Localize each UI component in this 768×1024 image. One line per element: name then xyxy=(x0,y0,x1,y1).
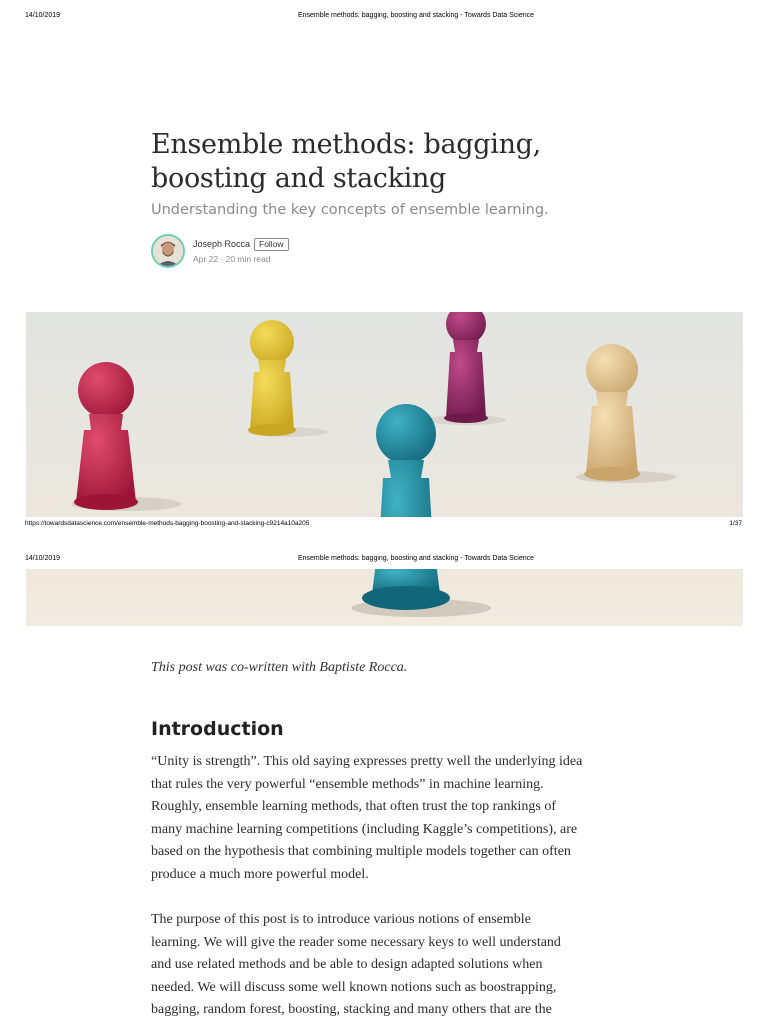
print-url: https://towardsdatascience.com/ensemble-methods-bagging-boosting-and-stacking-c9214a10a205 xyxy=(25,520,310,527)
paragraph-line: many machine learning competitions (including Kaggle’s competitions), are xyxy=(151,821,578,837)
paragraph-line: learning. We will give the reader some necessary keys to well understand xyxy=(151,934,561,950)
author-avatar[interactable] xyxy=(151,234,185,268)
coauthor-note xyxy=(151,660,407,676)
author-name-link[interactable]: Joseph Rocca xyxy=(193,239,251,249)
hero-image-continued xyxy=(26,569,743,626)
print-page-number: 1/37 xyxy=(729,520,742,527)
avatar-portrait-icon xyxy=(153,236,183,266)
section-heading-introduction: Introduction xyxy=(151,718,284,740)
paragraph-line: that rules the very powerful “ensemble methods” in machine learning. xyxy=(151,776,544,792)
paragraph-line: produce a much more powerful model. xyxy=(151,866,369,882)
pawns-photo-icon xyxy=(26,312,743,517)
paragraph-line: “Unity is strength”. This old saying expresses pretty well the underlying idea xyxy=(151,754,583,769)
coauthor-suffix: . xyxy=(403,660,408,675)
hero-image xyxy=(26,312,743,517)
print-title: Ensemble methods: bagging, boosting and stacking - Towards Data Science xyxy=(297,555,535,562)
article-subtitle: Understanding the key concepts of ensemble learning. xyxy=(151,202,549,218)
pawns-photo-continued-icon xyxy=(26,569,743,626)
paragraph-intro xyxy=(151,751,621,887)
paragraph-purpose xyxy=(151,909,621,1022)
author-byline xyxy=(151,234,451,274)
print-title: Ensemble methods: bagging, boosting and stacking - Towards Data Science xyxy=(297,12,535,19)
paragraph-line: bagging, random forest, boosting, stacking and many others that are the xyxy=(151,1002,552,1018)
follow-button[interactable]: Follow xyxy=(254,238,289,251)
paragraph-line: The purpose of this post is to introduce various notions of ensemble xyxy=(151,912,531,927)
coauthor-prefix: This post was co-written with xyxy=(151,660,320,675)
paragraph-line: Roughly, ensemble learning methods, that often trust the top rankings of xyxy=(151,799,557,815)
paragraph-line: and use related methods and be able to design adapted solutions when xyxy=(151,957,543,973)
article-title: Ensemble methods: bagging, boosting and stacking xyxy=(151,129,541,194)
print-date: 14/10/2019 xyxy=(25,12,61,19)
paragraph-line: needed. We will discuss some well known notions such as boostrapping, xyxy=(151,979,557,995)
post-meta: Apr 22 · 20 min read xyxy=(193,254,271,264)
paragraph-line: based on the hypothesis that combining multiple models together can often xyxy=(151,844,571,860)
print-date: 14/10/2019 xyxy=(25,555,61,562)
coauthor-link[interactable]: Baptiste Rocca xyxy=(319,660,404,675)
